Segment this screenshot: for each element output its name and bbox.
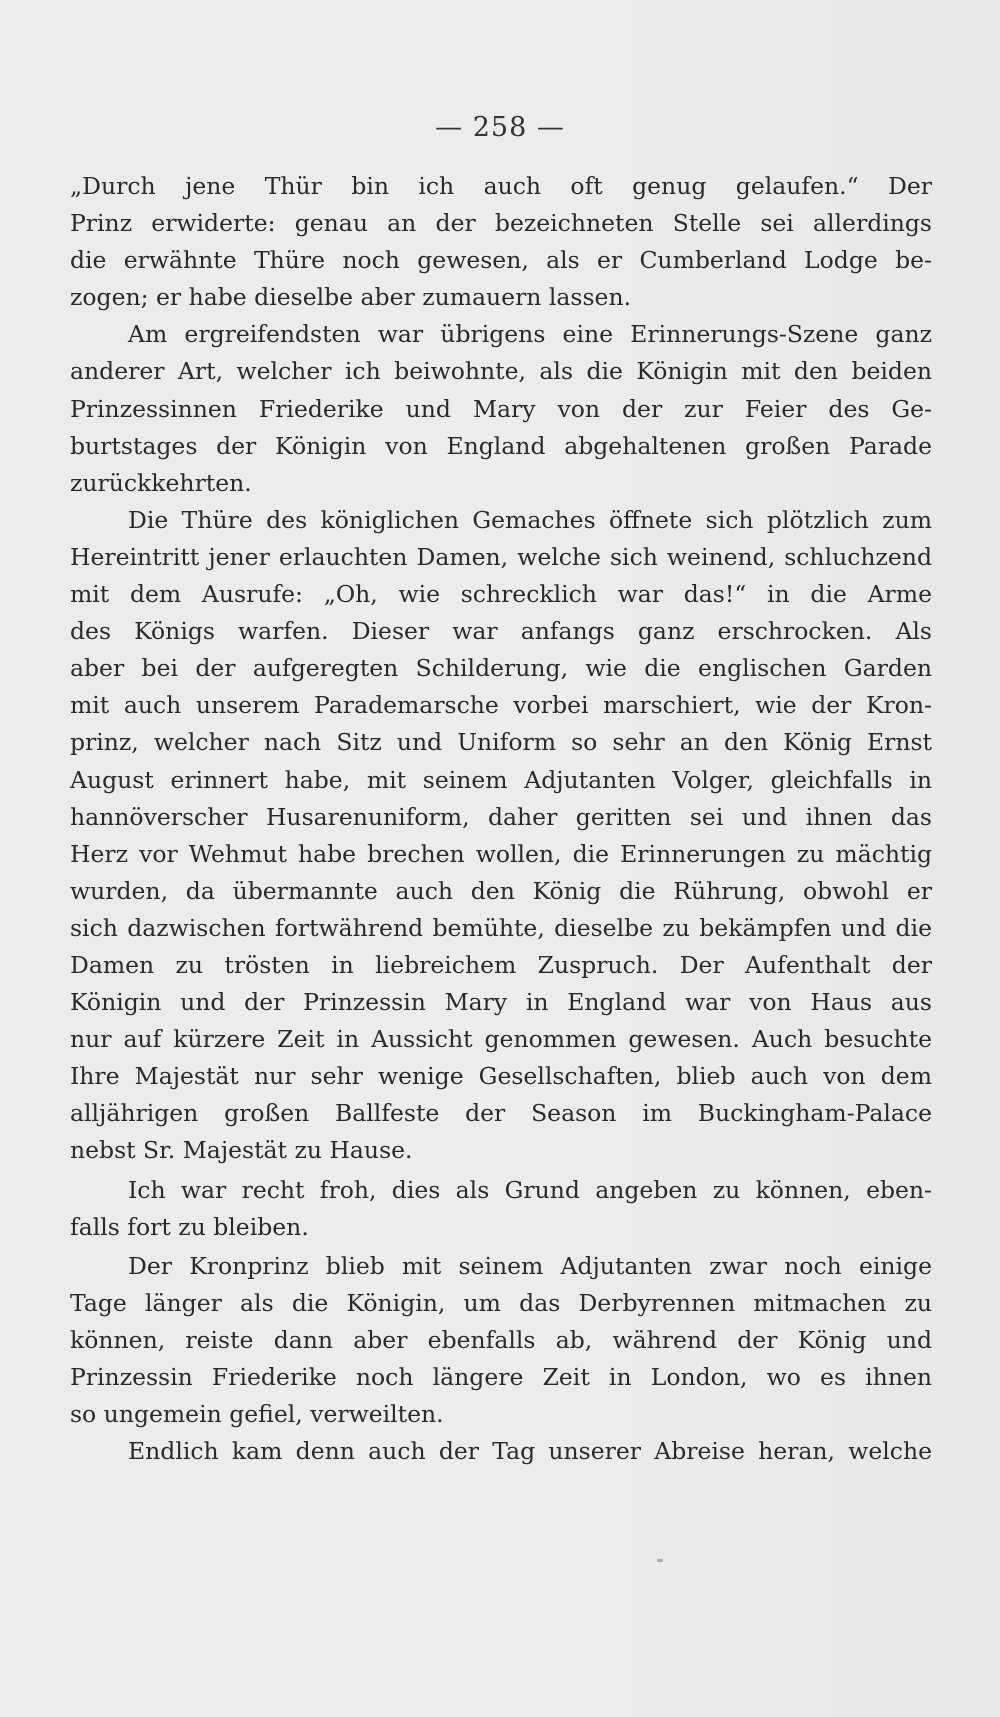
text-line: burtstages der Königin von England abgehaltenen großen Parade <box>70 431 932 460</box>
text-line: zurückkehrten. <box>70 468 252 497</box>
text-line: Tage länger als die Königin, um das Derbyrennen mitmachen zu <box>70 1288 932 1317</box>
text-line: nur auf kürzere Zeit in Aussicht genommen gewesen. Auch besuchte <box>70 1025 932 1054</box>
text-line: Herz vor Wehmut habe brechen wollen, die Erinnerungen zu mächtig <box>70 839 932 868</box>
text-line: Ich war recht froh, dies als Grund angeben zu können, eben- <box>128 1175 932 1204</box>
text-line: so ungemein gefiel, verweilten. <box>70 1400 444 1429</box>
text-line: Prinzessinnen Friederike und Mary von der zur Feier des Ge- <box>70 394 932 423</box>
text-line: falls fort zu bleiben. <box>70 1212 309 1241</box>
text-line: mit dem Ausrufe: „Oh, wie schrecklich war das!“ in die Arme <box>70 580 932 609</box>
body-text <box>70 168 932 1470</box>
text-line: prinz, welcher nach Sitz und Uniform so sehr an den König Ernst <box>70 728 932 757</box>
page-number: — 258 — <box>435 112 565 143</box>
text-line: Endlich kam denn auch der Tag unserer Abreise heran, welche <box>128 1437 932 1466</box>
print-speck <box>657 1559 663 1562</box>
text-line: Ihre Majestät nur sehr wenige Gesellschaften, blieb auch von dem <box>70 1062 932 1091</box>
text-line: zogen; er habe dieselbe aber zumauern lassen. <box>70 283 632 312</box>
text-line: hannöverscher Husarenuniform, daher geritten sei und ihnen das <box>70 802 932 831</box>
text-line: Am ergreifendsten war übrigens eine Erinnerungs-Szene ganz <box>128 320 932 349</box>
text-line: aber bei der aufgeregten Schilderung, wie die englischen Garden <box>70 654 932 683</box>
text-line: Damen zu trösten in liebreichem Zuspruch. Der Aufenthalt der <box>70 950 932 979</box>
text-line: des Königs warfen. Dieser war anfangs ganz erschrocken. Als <box>70 617 932 646</box>
text-line: alljährigen großen Ballfeste der Season im Buckingham-Palace <box>70 1099 932 1128</box>
text-line: können, reiste dann aber ebenfalls ab, während der König und <box>70 1325 932 1354</box>
text-line: „Durch jene Thür bin ich auch oft genug gelaufen.“ Der <box>70 172 932 200</box>
text-line: Königin und der Prinzessin Mary in England war von Haus aus <box>70 988 932 1017</box>
text-line: Der Kronprinz blieb mit seinem Adjutanten zwar noch einige <box>128 1251 932 1280</box>
text-line: die erwähnte Thüre noch gewesen, als er Cumberland Lodge be- <box>70 246 932 275</box>
text-line: Hereintritt jener erlauchten Damen, welche sich weinend, schluchzend <box>70 542 932 571</box>
text-line: Die Thüre des königlichen Gemaches öffnete sich plötzlich zum <box>128 505 932 534</box>
text-line: wurden, da übermannte auch den König die Rührung, obwohl er <box>70 876 932 905</box>
text-line: anderer Art, welcher ich beiwohnte, als die Königin mit den beiden <box>70 357 932 386</box>
text-line: mit auch unserem Parademarsche vorbei marschiert, wie der Kron- <box>70 691 932 720</box>
text-line: nebst Sr. Majestät zu Hause. <box>70 1136 413 1165</box>
text-line: sich dazwischen fortwährend bemühte, dieselbe zu bekämpfen und die <box>70 913 932 942</box>
text-line: Prinz erwiderte: genau an der bezeichneten Stelle sei allerdings <box>70 209 932 238</box>
text-line: Prinzessin Friederike noch längere Zeit in London, wo es ihnen <box>70 1363 932 1391</box>
text-line: August erinnert habe, mit seinem Adjutanten Volger, gleichfalls in <box>70 765 932 794</box>
